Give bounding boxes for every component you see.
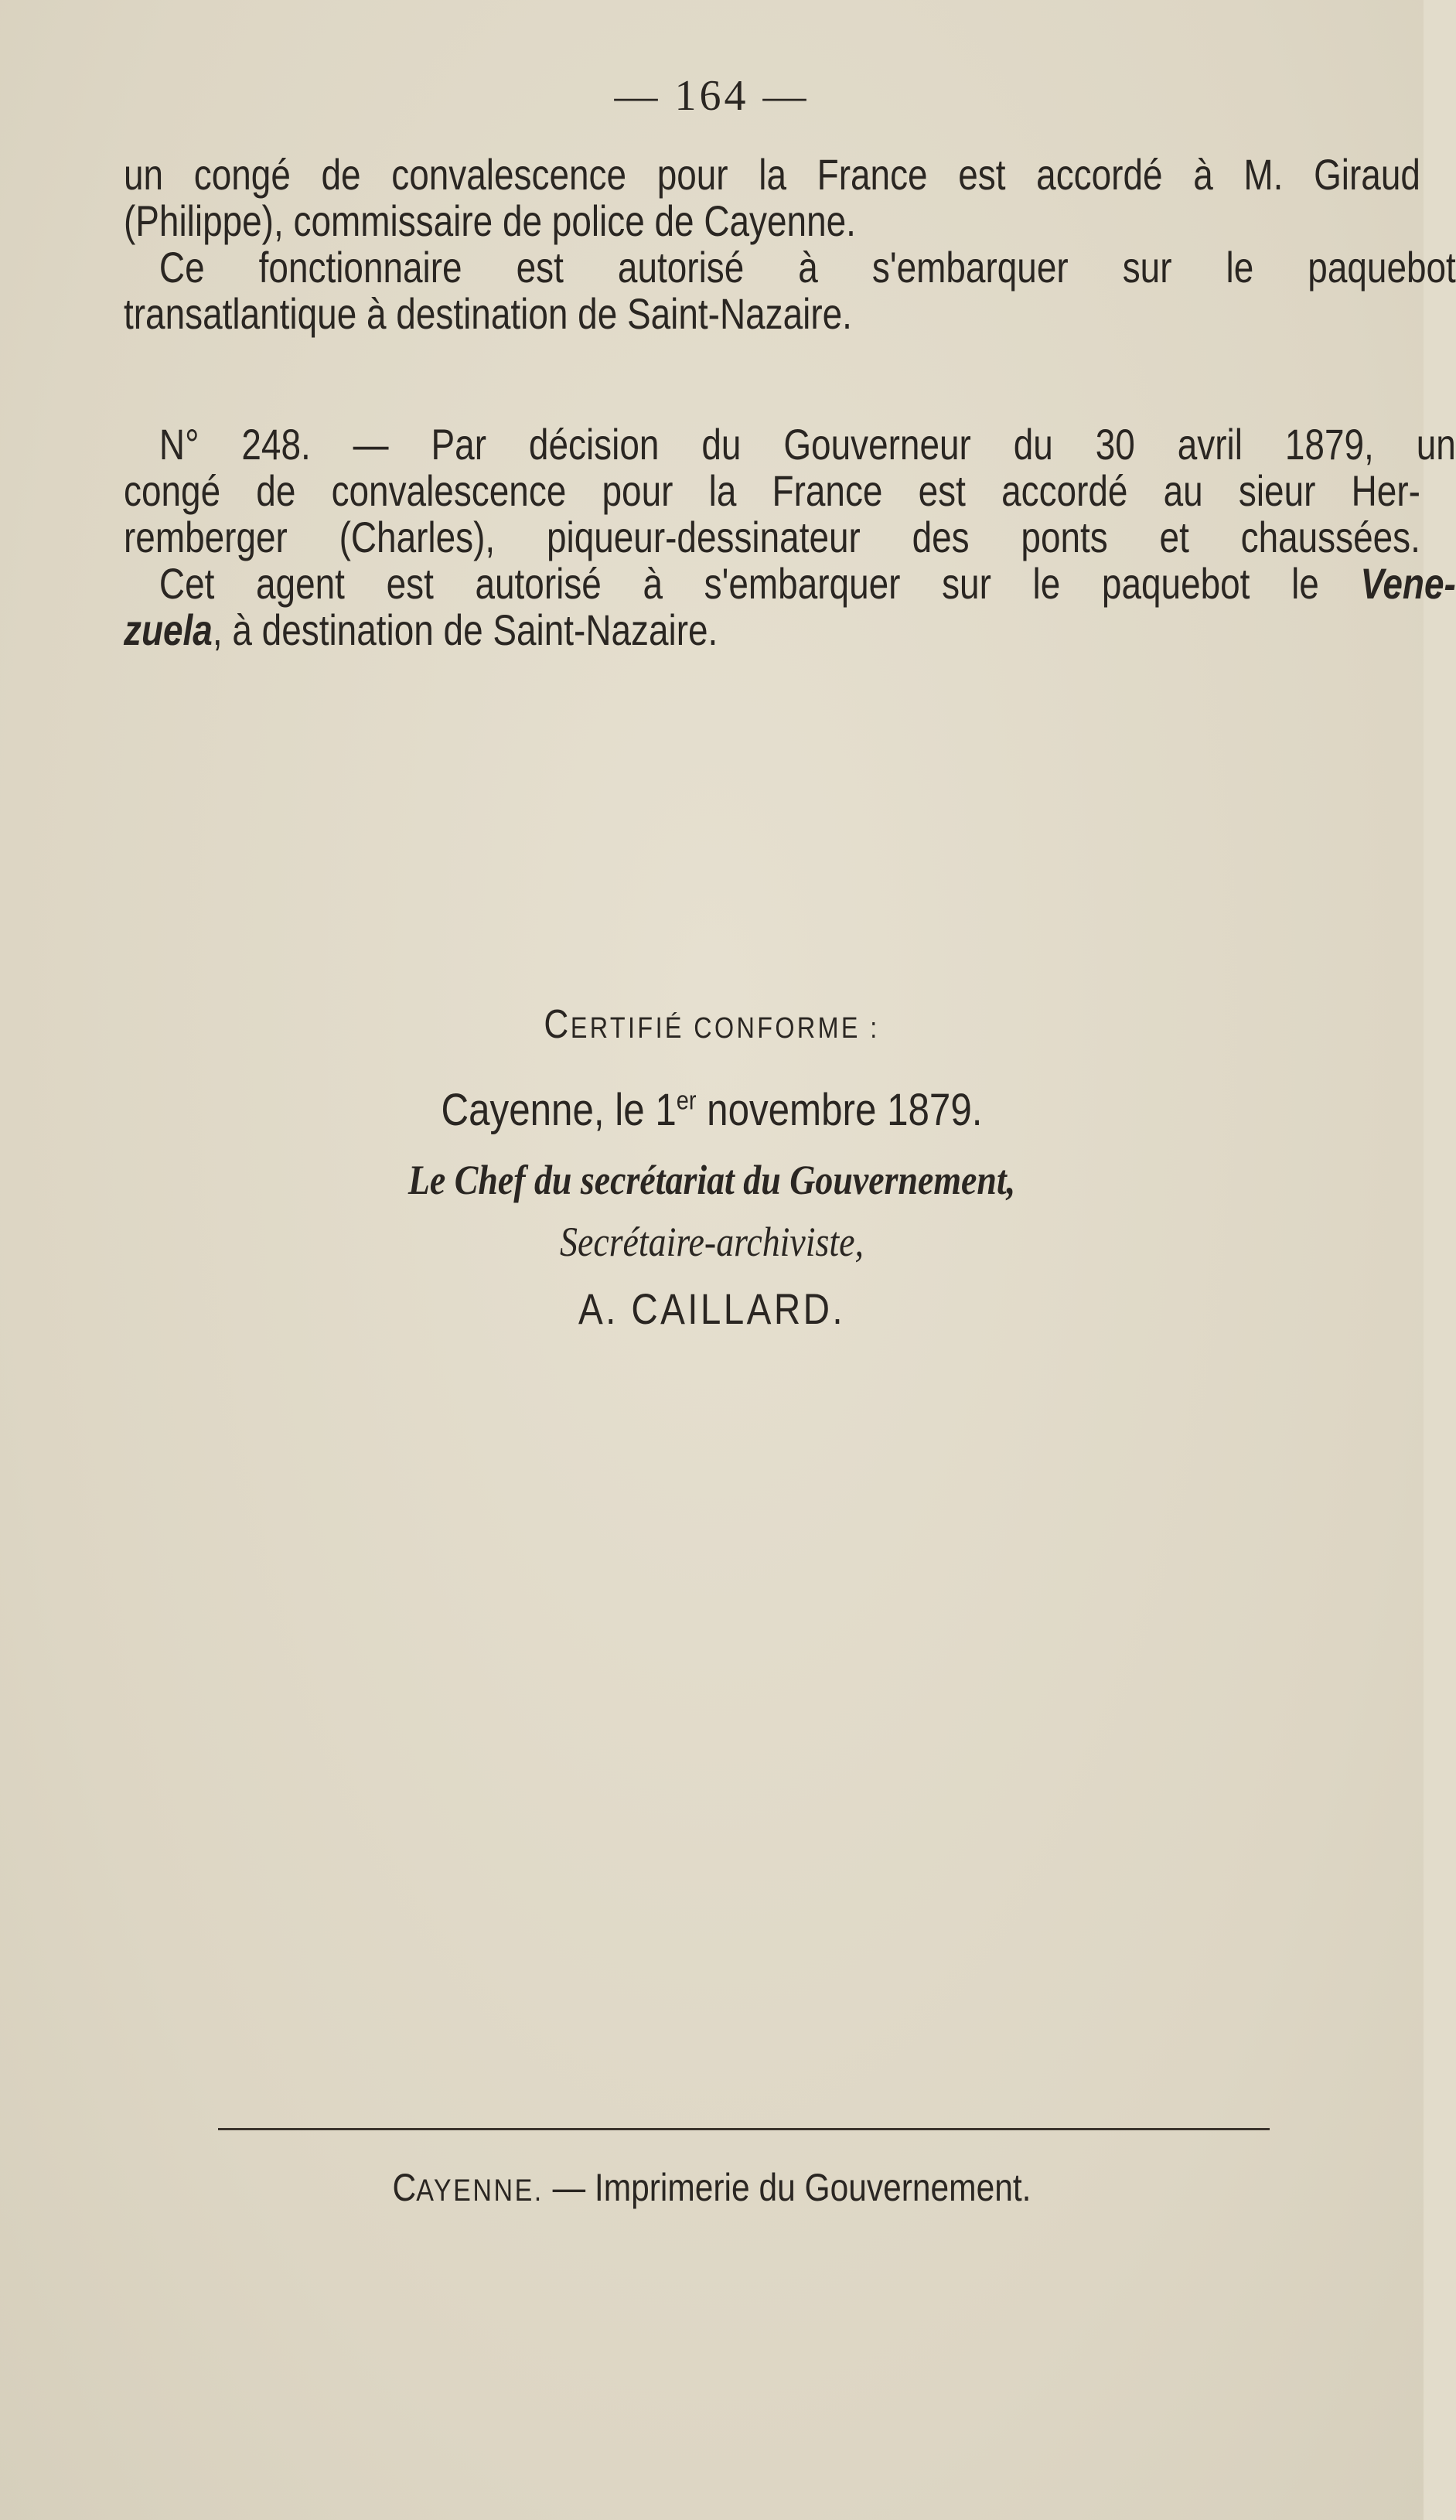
text-line: congé de convalescence pour la France est accordé au sieur Her- [124,466,1420,515]
text-line: transatlantique à destination de Saint-Nazaire. [124,289,852,338]
date-prefix: Cayenne, le 1 [441,1085,677,1135]
footer-rule [218,2128,1270,2130]
page-number: — 164 — [614,72,810,120]
text-line: Ce fonctionnaire est autorisé à s'embarquer sur le paquebot [159,243,1456,292]
text-line: N° 248. — Par décision du Gouverneur du 30 avril 1879, un [159,420,1456,469]
ship-name-part-1: Vene- [1360,559,1456,608]
certification-date [107,1084,1317,1136]
footer-initial: C [392,2166,417,2209]
footer-city: AYENNE. [416,2174,544,2208]
secretaire-title: Secrétaire-archiviste, [560,1219,864,1265]
text-line [124,607,1420,653]
text-line: remberger (Charles), piqueur-dessinateur des ponts et chaussées. [124,513,1420,561]
footer-text: — Imprimerie du Gouvernement. [543,2166,1031,2209]
text-line: (Philippe), commissaire de police de Cayenne. [124,196,856,245]
date-suffix: novembre 1879. [696,1085,983,1135]
ship-name-part-2: zuela [124,605,213,654]
paragraph-herremberger [124,420,1456,654]
chef-title: Le Chef du secrétariat du Gouvernement, [407,1157,1016,1203]
text-segment: , à destination de Saint-Nazaire. [212,605,718,654]
certification-initial: C [544,1002,571,1047]
text-line: un congé de convalescence pour la France est accordé à M. Giraud [124,150,1420,199]
date-superscript: er [676,1086,697,1116]
printer-footer [107,2165,1317,2210]
certification-heading [107,1001,1317,1048]
text-line [124,561,1456,607]
paragraph-giraud [124,150,1456,338]
text-segment: Cet agent est autorisé à s'embarquer sur le paquebot le [159,559,1361,608]
signatory-name: A. CAILLARD. [578,1284,846,1333]
certification-rest: ERTIFIÉ CONFORME : [570,1012,880,1045]
